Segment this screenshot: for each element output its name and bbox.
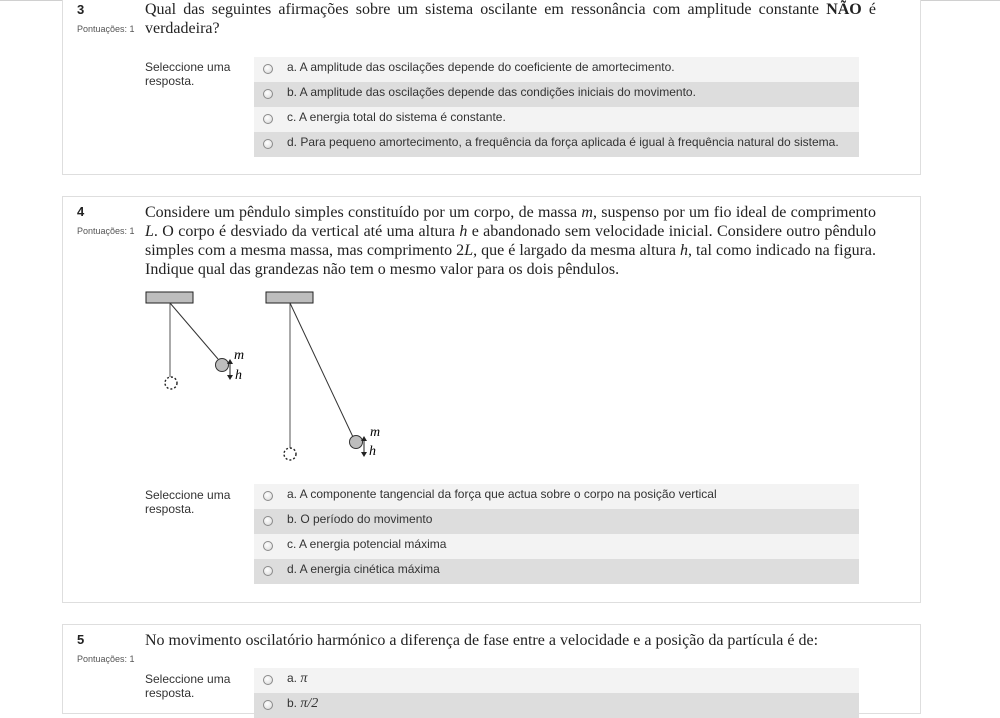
question-text <box>145 203 876 279</box>
answer-option[interactable] <box>254 534 859 559</box>
answer-option[interactable] <box>254 484 859 509</box>
question-text-part: , tal como indicado na figura. Indique qual das grandezas não tem o mesmo valor para os dois pêndulos. <box>145 242 877 278</box>
pendulum-support-2 <box>266 292 313 303</box>
radio-button[interactable] <box>263 675 273 685</box>
radio-button[interactable] <box>263 541 273 551</box>
answer-label[interactable] <box>287 671 307 687</box>
rest-position-2 <box>284 448 296 460</box>
question-text-part: é verdadeira? <box>145 1 876 37</box>
answer-label[interactable]: d. A energia cinética máxima <box>287 562 440 576</box>
answer-label[interactable]: d. Para pequeno amortecimento, a frequência da força aplicada é igual à frequência natural do sistema. <box>287 135 839 149</box>
answer-option[interactable] <box>254 693 859 718</box>
math-var: L <box>145 223 154 240</box>
rest-position-1 <box>165 377 177 389</box>
radio-button[interactable] <box>263 114 273 124</box>
question-text <box>145 0 876 38</box>
answer-option[interactable] <box>254 668 859 693</box>
question-5 <box>62 624 921 714</box>
question-text: No movimento oscilatório harmónico a diferença de fase entre a velocidade e a posição da partícula é de: <box>145 632 819 649</box>
radio-button[interactable] <box>263 139 273 149</box>
pendulum-figure <box>145 291 395 466</box>
math-var: h <box>459 223 468 240</box>
question-text-part: e abandonado sem velocidade inicial. Considere outro pêndulo simples com a mesma massa, mas comprimento 2 <box>145 223 876 259</box>
radio-button[interactable] <box>263 516 273 526</box>
question-grade: Pontuações: 1 <box>77 24 135 34</box>
answer-label[interactable]: b. A amplitude das oscilações depende das condições iniciais do movimento. <box>287 85 696 99</box>
radio-button[interactable] <box>263 89 273 99</box>
answer-list <box>254 484 859 584</box>
answer-label[interactable]: c. A energia total do sistema é constante. <box>287 110 506 124</box>
question-text-part: . O corpo é desviado da vertical até uma altura <box>153 223 460 240</box>
question-text-part: , suspenso por um fio ideal de comprimento <box>592 204 876 221</box>
answer-option[interactable] <box>254 57 859 82</box>
question-number: 5 <box>77 632 85 647</box>
answer-label[interactable] <box>287 696 318 712</box>
answer-prefix[interactable]: b. <box>287 696 298 710</box>
height-label-1: h <box>235 368 242 383</box>
radio-button[interactable] <box>263 64 273 74</box>
answer-label[interactable]: a. A componente tangencial da força que actua sobre o corpo na posição vertical <box>287 487 717 501</box>
math-var: h <box>679 242 688 259</box>
answer-prompt: Seleccione uma resposta. <box>145 488 231 516</box>
string-1 <box>170 303 218 359</box>
answer-option[interactable] <box>254 132 859 157</box>
bob-1 <box>216 359 229 372</box>
string-2 <box>290 303 353 437</box>
answer-list <box>254 57 859 157</box>
radio-button[interactable] <box>263 566 273 576</box>
answer-label[interactable]: c. A energia potencial máxima <box>287 537 447 551</box>
question-number: 4 <box>77 204 85 219</box>
question-text-emphasis: NÃO <box>826 1 862 18</box>
question-3 <box>62 0 921 175</box>
math-answer[interactable]: π/2 <box>300 696 319 711</box>
mass-label-2: m <box>370 425 381 440</box>
height-label-2: h <box>369 444 376 459</box>
pendulum-support-1 <box>146 292 193 303</box>
answer-option[interactable] <box>254 509 859 534</box>
answer-option[interactable] <box>254 107 859 132</box>
question-text-part: , que é largado da mesma altura <box>473 242 680 259</box>
answer-prefix[interactable]: a. <box>287 671 298 685</box>
math-var: L <box>464 242 474 259</box>
answer-prompt: Seleccione uma resposta. <box>145 60 231 88</box>
question-grade: Pontuações: 1 <box>77 226 135 236</box>
question-grade: Pontuações: 1 <box>77 654 135 664</box>
question-text-part: Qual das seguintes afirmações sobre um sistema oscilante em ressonância com amplitude constante <box>145 1 827 18</box>
math-answer[interactable]: π <box>300 671 308 686</box>
answer-label[interactable]: a. A amplitude das oscilações depende do coeficiente de amortecimento. <box>287 60 675 74</box>
answer-option[interactable] <box>254 82 859 107</box>
mass-label-1: m <box>234 348 245 363</box>
bob-2 <box>350 436 363 449</box>
radio-button[interactable] <box>263 491 273 501</box>
answer-label[interactable]: b. O período do movimento <box>287 512 433 526</box>
question-number: 3 <box>77 2 85 17</box>
question-text-part: Considere um pêndulo simples constituído por um corpo, de massa <box>145 204 582 221</box>
math-var: m <box>581 204 593 221</box>
answer-list <box>254 668 859 718</box>
answer-prompt: Seleccione uma resposta. <box>145 672 231 700</box>
radio-button[interactable] <box>263 700 273 710</box>
question-4 <box>62 196 921 603</box>
answer-option[interactable] <box>254 559 859 584</box>
